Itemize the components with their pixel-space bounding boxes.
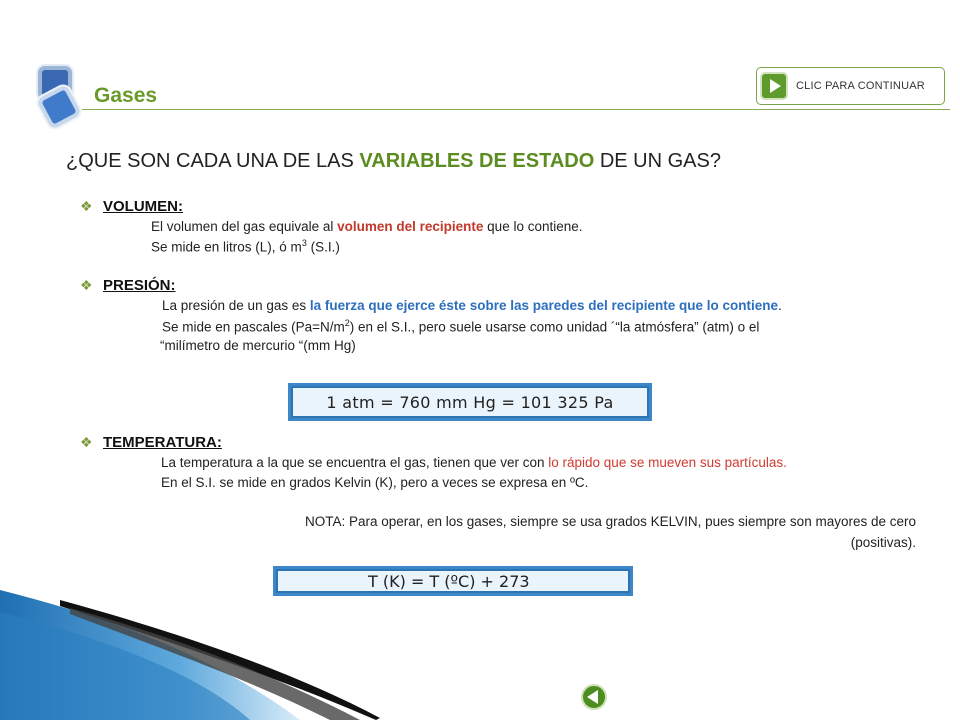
text-segment: . <box>778 298 782 313</box>
page-title: Gases <box>94 84 158 107</box>
bullet-diamond-icon: ❖ <box>80 277 93 293</box>
temperature-formula: T (K) = T (ºC) + 273 <box>273 566 633 596</box>
temperatura-line1 <box>161 455 787 470</box>
text-segment: El volumen del gas equivale al <box>151 219 338 234</box>
text-segment: (S.I.) <box>306 239 340 255</box>
text-segment: Se mide en litros (L), ó m <box>151 239 302 255</box>
text-segment: La temperatura a la que se encuentra el gas, tienen que ver con <box>161 455 549 470</box>
temperatura-highlight: lo rápido que se mueven sus partículas. <box>548 455 787 470</box>
presion-line1 <box>162 298 782 313</box>
volumen-line2 <box>151 238 340 255</box>
pressure-formula: 1 atm = 760 mm Hg = 101 325 Pa <box>288 383 652 421</box>
temperatura-line2: En el S.I. se mide en grados Kelvin (K), pero a veces se expresa en ºC. <box>161 475 589 490</box>
presion-line2 <box>162 318 759 335</box>
text-segment: La presión de un gas es <box>162 298 310 313</box>
presion-heading: PRESIÓN: <box>103 277 176 294</box>
bullet-diamond-icon: ❖ <box>80 434 93 450</box>
presion-highlight: la fuerza que ejerce éste sobre las paredes del recipiente que lo contiene <box>309 298 779 313</box>
volumen-line1 <box>151 219 583 234</box>
superscript: 3 <box>301 238 307 248</box>
text-segment: ) en el S.I., pero suele usarse como unidad ´“la atmósfera” (atm) o el <box>349 319 760 335</box>
text-segment: que lo contiene. <box>483 219 583 234</box>
note-line1: NOTA: Para operar, en los gases, siempre se usa grados KELVIN, pues siempre son mayores de cero <box>304 514 916 529</box>
back-arrow-icon[interactable] <box>581 684 607 710</box>
continue-label: CLIC PARA CONTINUAR <box>796 80 925 92</box>
volumen-heading: VOLUMEN: <box>103 198 183 215</box>
question-highlight: VARIABLES DE ESTADO <box>359 150 595 172</box>
bullet-diamond-icon: ❖ <box>80 198 93 214</box>
presion-line3: “milímetro de mercurio “(mm Hg) <box>160 338 356 353</box>
play-icon <box>760 72 788 100</box>
question-after: DE UN GAS? <box>594 150 721 172</box>
temperatura-heading: TEMPERATURA: <box>103 434 222 451</box>
main-question <box>66 150 721 173</box>
superscript: 2 <box>344 318 350 328</box>
continue-button[interactable] <box>756 67 945 105</box>
text-segment: Se mide en pascales (Pa=N/m <box>162 319 345 335</box>
note-line2: (positivas). <box>850 535 916 550</box>
title-divider <box>82 109 950 110</box>
volumen-highlight: volumen del recipiente <box>337 219 484 234</box>
question-before: ¿QUE SON CADA UNA DE LAS <box>66 150 360 172</box>
